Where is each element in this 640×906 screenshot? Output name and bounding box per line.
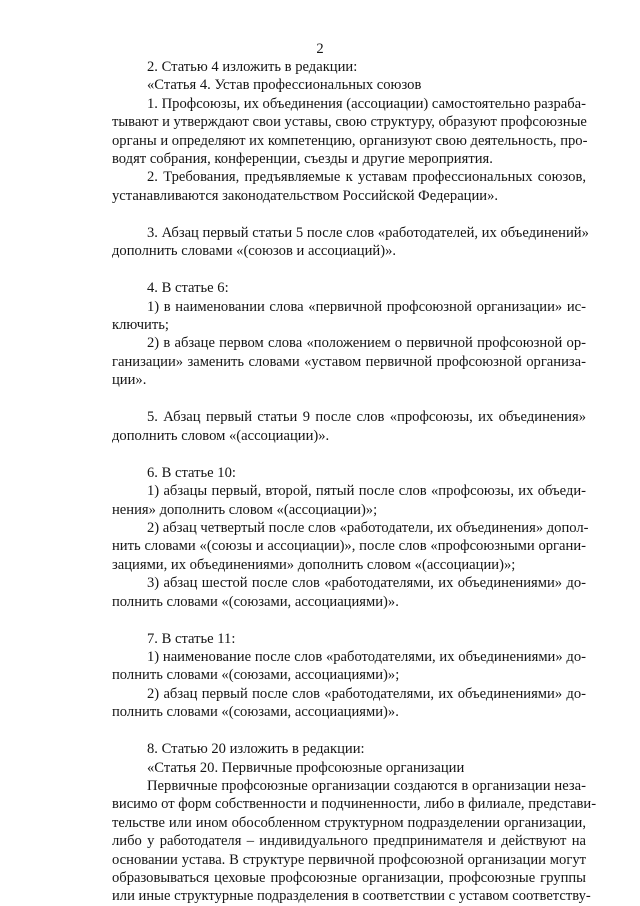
text-line: или иные структурные подразделения в соответствии с уставом соответству- [112, 888, 591, 905]
text-line: 2) в абзаце первом слова «положением о первичной профсоюзной ор- [147, 335, 586, 352]
text-line: 6. В статье 10: [147, 464, 236, 481]
text-line: 1) в наименовании слова «первичной профсоюзной организации» ис- [147, 298, 586, 315]
text-line: полнить словами «(союзами, ассоциациями)»; [112, 667, 400, 684]
text-line: 2) абзац первый после слов «работодателями, их объединениями» до- [147, 685, 586, 702]
text-line: 8. Статью 20 изложить в редакции: [147, 741, 365, 758]
text-line: 2. Требования, предъявляемые к уставам профессиональных союзов, [147, 169, 586, 186]
text-line: 2) абзац четвертый после слов «работодатели, их объединения» допол- [147, 519, 589, 536]
paragraph-gap [112, 390, 586, 409]
text-line: «Статья 20. Первичные профсоюзные организации [147, 759, 465, 776]
text-line: дополнить словом «(ассоциации)». [112, 427, 330, 444]
text-line: 1) абзацы первый, второй, пятый после слов «профсоюзы, их объеди- [147, 483, 586, 500]
paragraph-gap [112, 611, 586, 630]
text-line: зациями, их объединениями» дополнить словом «(ассоциации)»; [112, 556, 516, 573]
text-line: ганизации» заменить словами «уставом первичной профсоюзной организа- [112, 353, 586, 370]
text-line: «Статья 4. Устав профессиональных союзов [147, 77, 422, 94]
paragraph-gap [112, 205, 586, 224]
page-number: 2 [316, 41, 324, 57]
text-line: 3) абзац шестой после слов «работодателями, их объединениями» до- [147, 575, 586, 592]
text-line: дополнить словами «(союзов и ассоциаций)». [112, 243, 397, 260]
text-line: устанавливаются законодательством Российской Федерации». [112, 187, 499, 204]
text-line: основании устава. В структуре первичной профсоюзной организации могут [112, 851, 586, 868]
text-line: 3. Абзац первый статьи 5 после слов «работодателей, их объединений» [147, 224, 589, 241]
text-line: 1. Профсоюзы, их объединения (ассоциации) самостоятельно разраба- [147, 95, 586, 112]
text-line: ции». [112, 372, 147, 389]
text-line: 2. Статью 4 изложить в редакции: [147, 59, 358, 75]
paragraph-gap [112, 722, 586, 741]
text-line: 5. Абзац первый статьи 9 после слов «профсоюзы, их объединения» [147, 409, 586, 426]
paragraph-gap [112, 445, 586, 464]
text-line: висимо от форм собственности и подчиненности, либо в филиале, представи- [112, 796, 597, 813]
text-line: полнить словами «(союзами, ассоциациями)». [112, 593, 399, 610]
text-line: нить словами «(союзы и ассоциации)», после слов «профсоюзными органи- [112, 538, 586, 555]
text-line: полнить словами «(союзами, ассоциациями)». [112, 704, 399, 721]
text-line: 4. В статье 6: [147, 280, 229, 297]
text-line: либо у работодателя – индивидуального предпринимателя и действуют на [112, 833, 586, 850]
text-line: нения» дополнить словом «(ассоциации)»; [112, 501, 378, 518]
text-line: 1) наименование после слов «работодателями, их объединениями» до- [147, 648, 586, 665]
text-line: тывают и утверждают свои уставы, свою структуру, образуют профсоюзные [112, 114, 587, 131]
text-line: Первичные профсоюзные организации создаются в организации неза- [147, 777, 586, 794]
text-line: тельстве или ином обособленном структурном подразделении организации, [112, 814, 586, 831]
paragraph-gap [112, 261, 586, 280]
text-line: образовываться цеховые профсоюзные организации, профсоюзные группы [112, 870, 586, 886]
text-line: ключить; [112, 317, 169, 334]
document-body [112, 58, 597, 906]
text-line: 7. В статье 11: [147, 630, 236, 647]
text-line: органы и определяют их компетенцию, организуют свою деятельность, про- [112, 132, 588, 149]
text-line: водят собрания, конференции, съезды и другие мероприятия. [112, 151, 493, 168]
